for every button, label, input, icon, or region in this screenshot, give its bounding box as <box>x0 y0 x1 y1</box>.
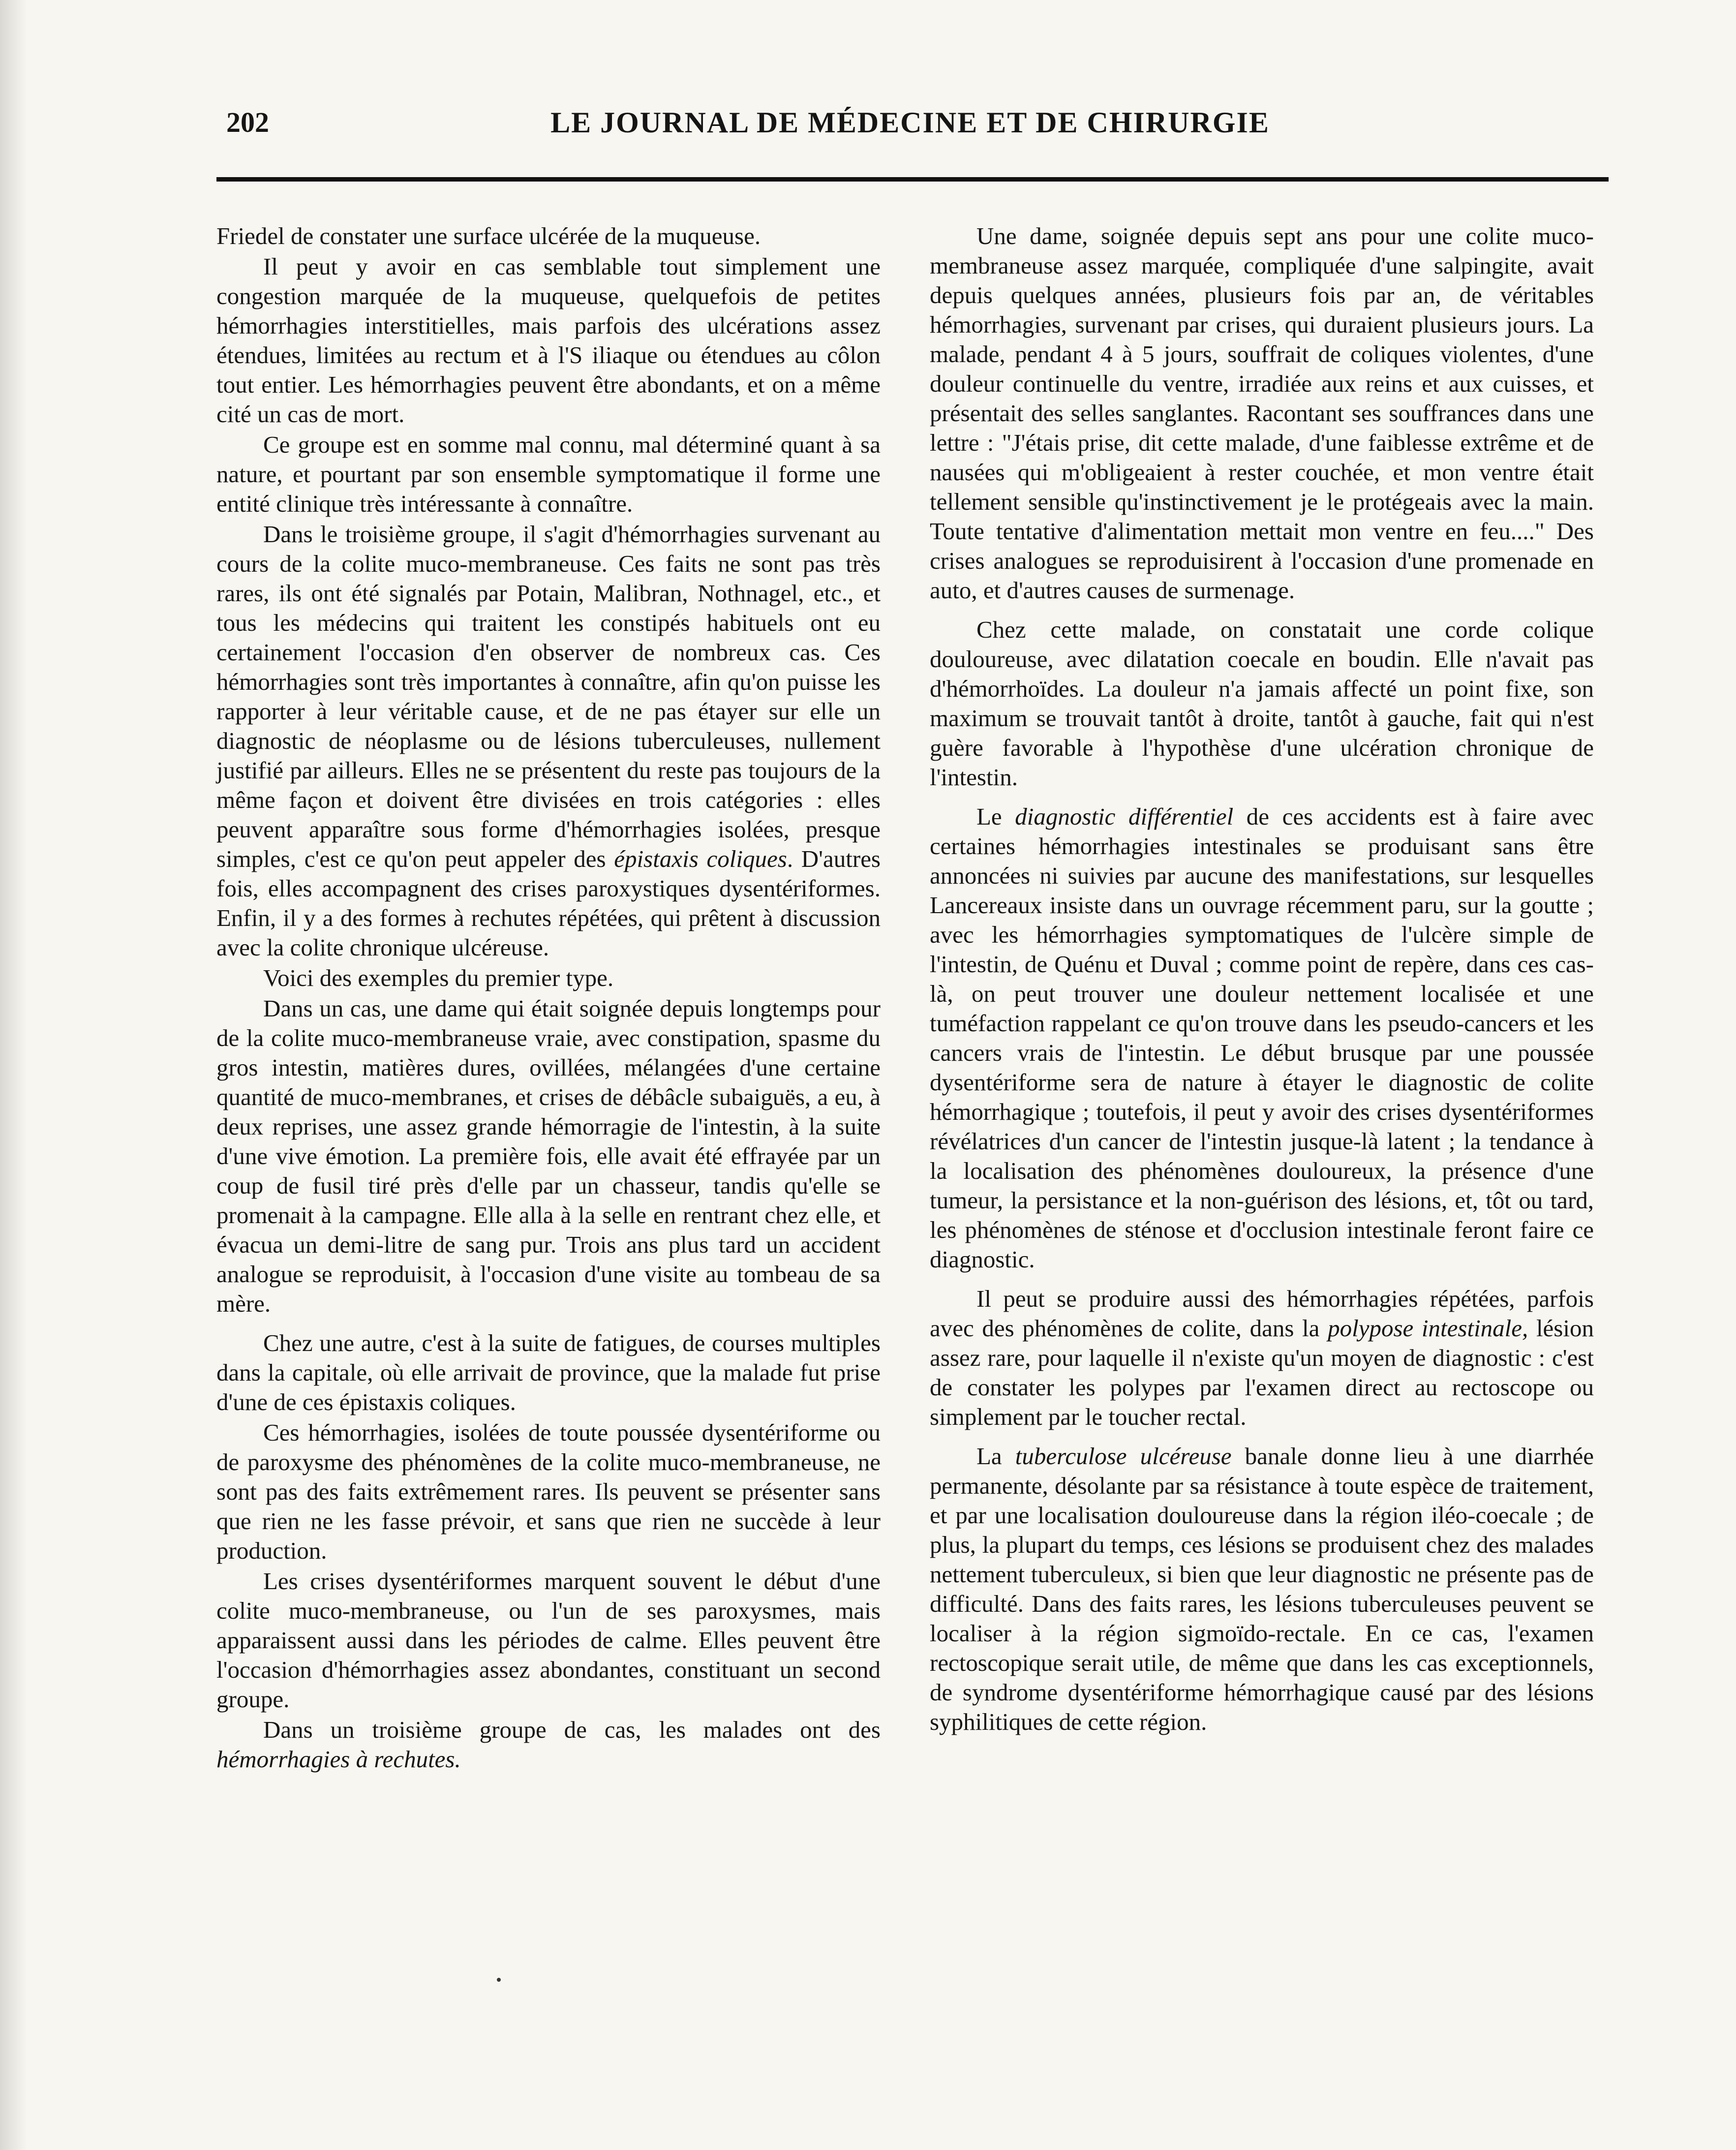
paragraph: Ces hémorrhagies, isolées de toute poussée dysentériforme ou de paroxysme des phénomènes de la colite muco-membraneuse, ne sont pas des faits extrêmement rares. Ils peuvent se présenter sans que rien ne les fasse prévoir, et sans que rien ne succède à leur production. <box>216 1419 881 1564</box>
paragraph: Une dame, soignée depuis sept ans pour une colite muco-membraneuse assez marquée, compliquée d'une salpingite, avait depuis quelques années, plusieurs fois par an, de véritables hémorrhagies, survenant par crises, qui duraient plusieurs jours. La malade, pendant 4 à 5 jours, souffrait de coliques violentes, d'une douleur continuelle du ventre, irradiée aux reins et aux cuisses, et présentait des selles sanglantes. Racontant ses souffrances dans une lettre : "J'étais prise, dit cette malade, d'une faiblesse extrême et de nausées qui m'obligeaient à rester couchée, et mon ventre était tellement sensible qu'instinctivement je le protégeais avec la main. Toute tentative d'alimentation mettait mon ventre en feu...." Des crises analogues se reproduisirent à l'occasion d'une promenade en auto, et d'autres causes de surmenage. <box>930 222 1594 604</box>
journal-title: LE JOURNAL DE MÉDECINE ET DE CHIRURGIE <box>550 106 1270 139</box>
paragraph: Friedel de constater une surface ulcérée de la muqueuse. <box>216 222 761 249</box>
scan-edge-shadow <box>0 0 27 2150</box>
paragraph: Chez cette malade, on constatait une corde colique douloureuse, avec dilatation coecale en boudin. Elle n'avait pas d'hémorrhoïdes. La douleur n'a jamais affecté un point fixe, son maximum se trouvait tantôt à droite, tantôt à gauche, fait qui n'est guère favorable à l'hypothèse d'une ulcération chronique de l'intestin. <box>930 616 1594 791</box>
paragraph: Voici des exemples du premier type. <box>263 964 614 991</box>
page-header <box>216 106 1604 160</box>
italic-term: diagnostic différentiel <box>1015 803 1234 830</box>
paragraph: Il peut se produire aussi des hémorrhagies répétées, parfois avec des phénomènes de colite, dans la polypose intestinale, lésion assez rare, pour laquelle il n'existe qu'un moyen de diagnostic : c'est de constater les polypes par l'examen direct au rectoscope ou simplement par le toucher rectal. <box>930 1285 1594 1430</box>
italic-term: tuberculose ulcéreuse <box>1015 1443 1232 1470</box>
paragraph: Ce groupe est en somme mal connu, mal déterminé quant à sa nature, et pourtant par son ensemble symptomatique il forme une entité clinique très intéressante à connaître. <box>216 431 881 517</box>
ink-speck <box>497 1978 501 1982</box>
paragraph: La tuberculose ulcéreuse banale donne lieu à une diarrhée permanente, désolante par sa résistance à toute espèce de traitement, et par une localisation douloureuse dans la région iléo-coecale ; de plus, la plupart du temps, ces lésions se produisent chez des malades nettement tuberculeux, si bien que leur diagnostic ne présente pas de difficulté. Dans des faits rares, les lésions tuberculeuses peuvent se localiser à la région sigmoïdo-rectale. En ce cas, l'examen rectoscopique serait utile, de même que dans les cas exceptionnels, de syndrome dysentériforme hémorrhagique causé par des lésions syphilitiques de cette région. <box>930 1443 1594 1735</box>
paragraph: Dans le troisième groupe, il s'agit d'hémorrhagies survenant au cours de la colite muco-membraneuse. Ces faits ne sont pas très rares, ils ont été signalés par Potain, Malibran, Nothnagel, etc., et tous les médecins qui traitent les constipés habituels ont eu certainement l'occasion d'en observer de nombreux cas. Ces hémorrhagies sont très importantes à connaître, afin qu'on puisse les rapporter à leur véritable cause, et de ne pas étayer sur elle un diagnostic de néoplasme ou de lésions tuberculeuses, nullement justifié par ailleurs. Elles ne se présentent du reste pas toujours de la même façon et doivent être divisées en trois catégories : elles peuvent apparaître sous forme d'hémorrhagies isolées, presque simples, c'est ce qu'on peut appeler des épistaxis coliques. D'autres fois, elles accompagnent des crises paroxystiques dysentériformes. Enfin, il y a des formes à rechutes répétées, qui prêtent à discussion avec la colite chronique ulcéreuse. <box>216 521 881 961</box>
right-column <box>930 221 1594 1737</box>
paragraph: Chez une autre, c'est à la suite de fatigues, de courses multiples dans la capitale, où elle arrivait de province, que la malade fut prise d'une de ces épistaxis coliques. <box>216 1329 881 1415</box>
paragraph: Le diagnostic différentiel de ces accidents est à faire avec certaines hémorrhagies intestinales se produisant sans être annoncées ni suivies par aucune des manifestations, sur lesquelles Lancereaux insiste dans un ouvrage récemment paru, sur la goutte ; avec les hémorrhagies symptomatiques de l'ulcère simple de l'intestin, de Quénu et Duval ; comme point de repère, dans ces cas-là, on peut trouver une douleur nettement localisée et une tuméfaction rappelant ce qu'on trouve dans les pseudo-cancers et les cancers vrais de l'intestin. Le début brusque par une poussée dysentériforme sera de nature à étayer le diagnostic de colite hémorrhagique ; toutefois, il peut y avoir des crises dysentériformes révélatrices d'un cancer de l'intestin jusque-là latent ; la tendance à la localisation des phénomènes douloureux, la présence d'une tumeur, la persistance et la non-guérison des lésions, et, tôt ou tard, les phénomènes de sténose et d'occlusion intestinale feront faire ce diagnostic. <box>930 803 1594 1273</box>
paragraph: Dans un cas, une dame qui était soignée depuis longtemps pour de la colite muco-membraneuse vraie, avec constipation, spasme du gros intestin, matières dures, ovillées, mélangées d'une certaine quantité de muco-membranes, et crises de débâcle subaiguës, a eu, à deux reprises, une assez grande hémorragie de l'intestin, à la suite d'une vive émotion. La première fois, elle avait été effrayée par un coup de fusil tiré près d'elle par un chasseur, tandis qu'elle se promenait à la campagne. Elle alla à la selle en rentrant chez elle, et évacua un demi-litre de sang pur. Trois ans plus tard un accident analogue se reproduisit, à l'occasion d'une visite au tombeau de sa mère. <box>216 995 881 1317</box>
italic-term: épistaxis coliques <box>614 845 787 872</box>
left-column <box>216 221 881 1774</box>
paragraph: Dans un troisième groupe de cas, les malades ont des hémorrhagies à rechutes. <box>216 1716 881 1773</box>
italic-term: polypose intestinale, <box>1328 1315 1528 1342</box>
italic-term: hémorrhagies à rechutes. <box>216 1746 461 1773</box>
paragraph: Il peut y avoir en cas semblable tout simplement une congestion marquée de la muqueuse, quelquefois de petites hémorrhagies interstitielles, mais parfois des ulcérations assez étendues, limitées au rectum et à l'S iliaque ou étendues au côlon tout entier. Les hémorrhagies peuvent être abondants, et on a même cité un cas de mort. <box>216 253 881 428</box>
header-rule <box>216 177 1609 182</box>
page-number: 202 <box>226 106 269 138</box>
paragraph: Les crises dysentériformes marquent souvent le début d'une colite muco-membraneuse, ou l'un de ses paroxysmes, mais apparaissent aussi dans les périodes de calme. Elles peuvent être l'occasion d'hémorrhagies assez abondantes, constituant un second groupe. <box>216 1567 881 1713</box>
